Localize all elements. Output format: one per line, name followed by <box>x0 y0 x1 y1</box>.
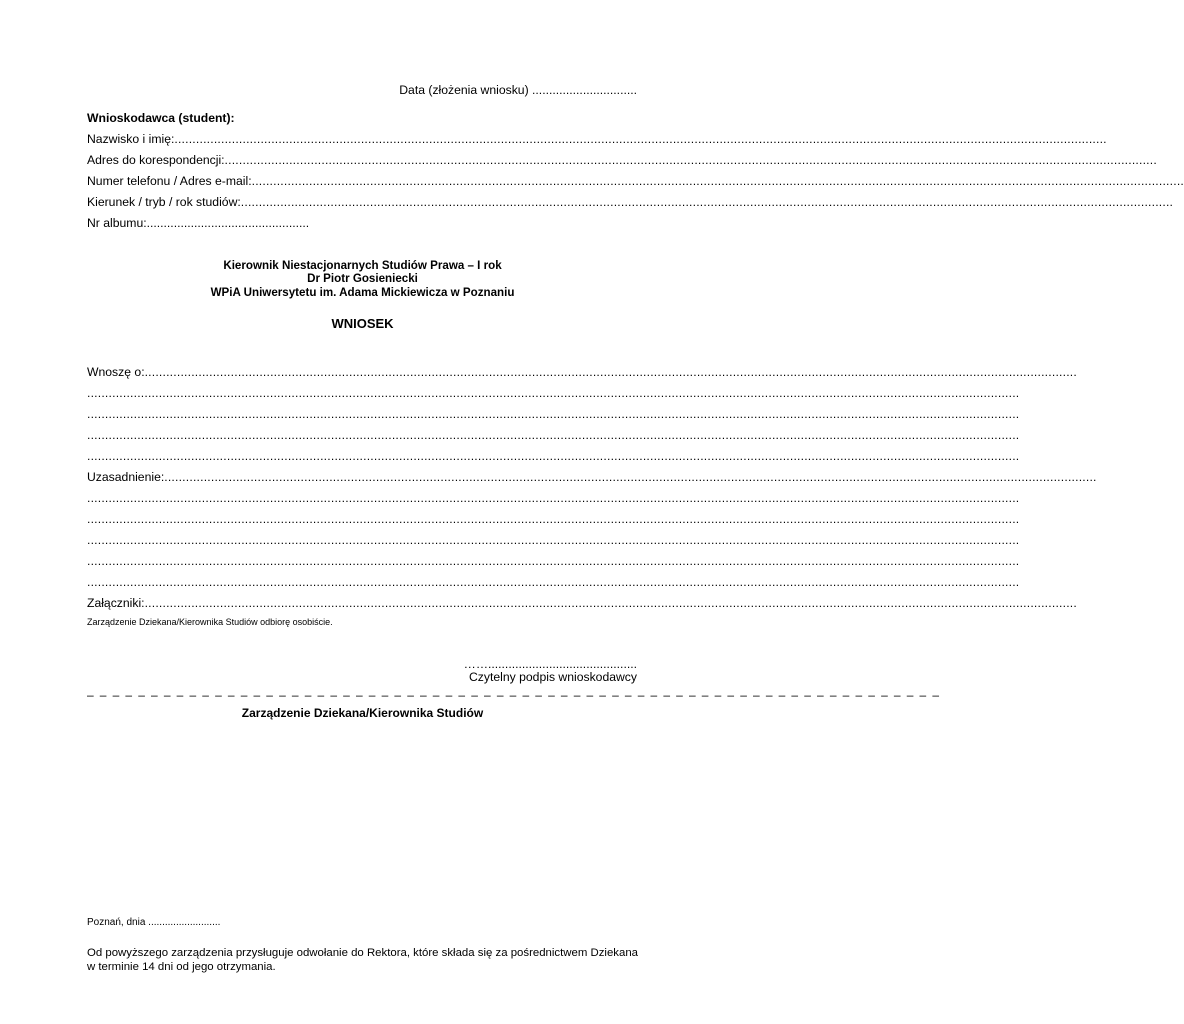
dots-fill: .................................................................................................................................................................................................................................................................... <box>144 596 1077 610</box>
cut-line: – – – – – – – – – – – – – – – – – – – – – – – – – – – – – – – – – – – – – – – – – – – – – – – – – – – – – – – – – – – – – – – – – – – <box>87 688 941 702</box>
album-field <box>87 216 309 230</box>
dots-fill: .................................................................................................................................................................................................................................................................... <box>87 449 1020 463</box>
document-title: WNIOSEK <box>331 316 394 331</box>
dots-fill: .................................................................................................................................................................................................................................................................... <box>87 575 1020 589</box>
study-field <box>87 195 1174 209</box>
dots-fill: .................................................................................................................................................................................................................................................................... <box>87 533 1020 547</box>
request-line <box>87 449 1020 463</box>
request-line <box>87 428 1020 442</box>
justification-line <box>87 575 1020 589</box>
address-field <box>87 153 1157 167</box>
decision-heading: Zarządzenie Dziekana/Kierownika Studiów <box>241 706 484 720</box>
justification-line <box>87 533 1020 547</box>
applicant-heading: Wnioskodawca (student): <box>87 111 235 125</box>
dots-fill: .................................................................................................................................................................................................................................................................... <box>87 407 1020 421</box>
justification-line <box>87 554 1020 568</box>
request-label: Wnoszę o: <box>87 365 145 379</box>
dots-fill: .................................................................................................................................................................................................................................................................... <box>224 153 1157 167</box>
contact-label: Numer telefonu / Adres e-mail: <box>87 174 252 188</box>
pickup-note: Zarządzenie Dziekana/Kierownika Studiów odbiorę osobiście. <box>87 617 333 627</box>
album-label: Nr albumu: <box>87 216 147 230</box>
justification-line <box>87 491 1020 505</box>
dots-fill: .................................................................................................................................................................................................................................................................... <box>174 132 1107 146</box>
place-date-dots: .......................... <box>148 917 221 928</box>
justification-line <box>87 512 1020 526</box>
address-label: Adres do korespondencji: <box>87 153 225 167</box>
signature-label: Czytelny podpis wnioskodawcy <box>469 670 637 684</box>
place-date-label: Poznań, dnia <box>87 917 146 928</box>
dots-fill: .................................................................................................................................................................................................................................................................... <box>164 470 1097 484</box>
album-dots: ................................................ <box>146 216 310 230</box>
dots-fill: .................................................................................................................................................................................................................................................................... <box>87 428 1020 442</box>
study-label: Kierunek / tryb / rok studiów: <box>87 195 241 209</box>
name-field <box>87 132 1107 146</box>
dots-fill: .................................................................................................................................................................................................................................................................... <box>251 174 1184 188</box>
dots-fill: .................................................................................................................................................................................................................................................................... <box>87 554 1020 568</box>
contact-field <box>87 174 1184 188</box>
date-field <box>399 83 637 97</box>
addressee-line3: WPiA Uniwersytetu im. Adama Mickiewicza w Poznaniu <box>210 286 515 299</box>
signature-dots: ……............................................ <box>463 657 637 671</box>
addressee-line1: Kierownik Niestacjonarnych Studiów Prawa – I rok <box>223 259 502 272</box>
date-dots: ............................... <box>532 83 637 97</box>
attachments-field <box>87 596 1077 610</box>
addressee-line2: Dr Piotr Gosieniecki <box>307 272 418 285</box>
justification-field <box>87 470 1097 484</box>
place-date-field <box>87 917 220 929</box>
request-line <box>87 386 1020 400</box>
appeal-notice: Od powyższego zarządzenia przysługuje odwołanie do Rektora, które składa się za pośrednictwem Dziekana w terminie 14 dni od jego otrzymania. <box>87 947 638 973</box>
justification-label: Uzasadnienie: <box>87 470 165 484</box>
request-field <box>87 365 1077 379</box>
dots-fill: .................................................................................................................................................................................................................................................................... <box>240 195 1174 209</box>
attachments-label: Załączniki: <box>87 596 145 610</box>
dots-fill: .................................................................................................................................................................................................................................................................... <box>87 491 1020 505</box>
date-label: Data (złożenia wniosku) <box>399 83 529 97</box>
dots-fill: .................................................................................................................................................................................................................................................................... <box>87 386 1020 400</box>
dots-fill: .................................................................................................................................................................................................................................................................... <box>144 365 1077 379</box>
request-line <box>87 407 1020 421</box>
dots-fill: .................................................................................................................................................................................................................................................................... <box>87 512 1020 526</box>
name-label: Nazwisko i imię: <box>87 132 175 146</box>
